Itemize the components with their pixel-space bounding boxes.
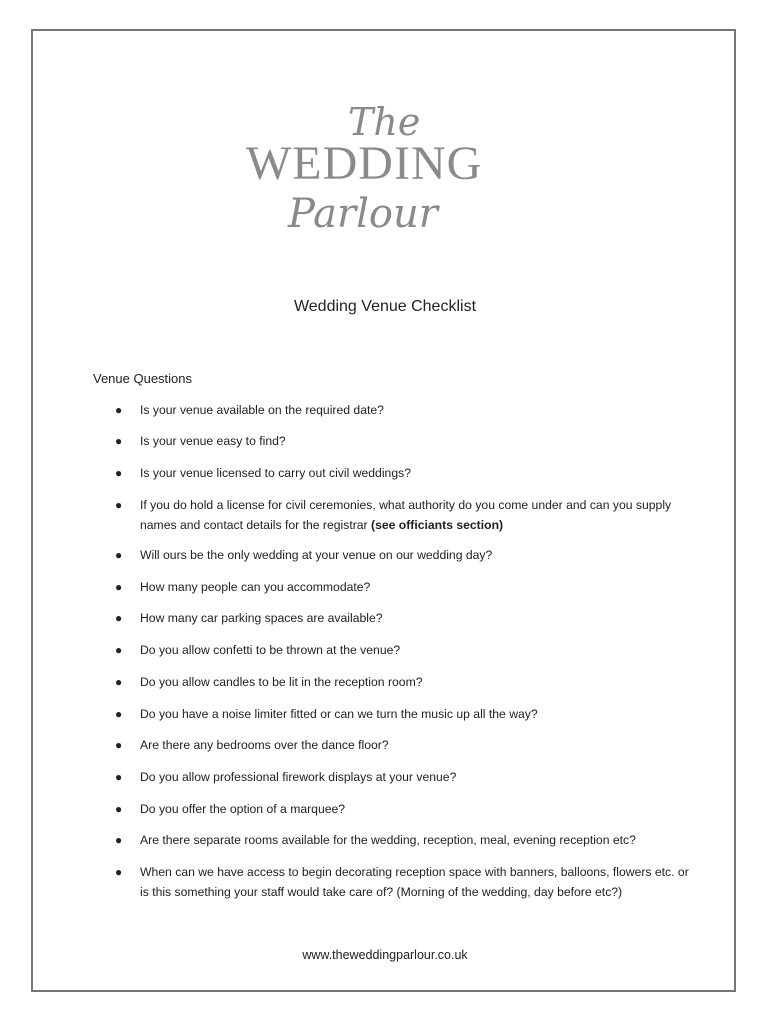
bullet-icon: ● <box>115 770 123 784</box>
logo-wedding-text: WEDDING <box>246 137 483 190</box>
checklist-item: ● Do you allow professional firework displays at your venue? <box>140 768 695 788</box>
checklist-item: ● Is your venue easy to find? <box>140 432 695 452</box>
bullet-icon: ● <box>115 802 123 816</box>
bullet-icon: ● <box>115 738 123 752</box>
checklist-item: ● Are there separate rooms available for the wedding, reception, meal, evening reception etc? <box>140 831 695 851</box>
bullet-icon: ● <box>115 498 123 512</box>
checklist-item: ● Are there any bedrooms over the dance floor? <box>140 736 695 756</box>
logo-the-text: The <box>348 100 421 144</box>
checklist-item: ● Do you allow confetti to be thrown at the venue? <box>140 641 695 661</box>
logo-parlour-text: Parlour <box>288 191 438 237</box>
bullet-icon: ● <box>115 434 123 448</box>
checklist-item: ● Do you have a noise limiter fitted or can we turn the music up all the way? <box>140 705 695 725</box>
checklist-item: ● Will ours be the only wedding at your venue on our wedding day? <box>140 546 695 566</box>
checklist-item: ● How many people can you accommodate? <box>140 578 695 598</box>
checklist-item: ● How many car parking spaces are available? <box>140 609 695 629</box>
officiants-note: (see officiants section) <box>371 517 504 532</box>
bullet-icon: ● <box>115 611 123 625</box>
checklist-item: ● When can we have access to begin decorating reception space with banners, balloons, flowers etc. or is this something your staff would take care of? (Morning of the wedding, day before etc?) <box>115 865 689 899</box>
bullet-icon: ● <box>115 865 123 879</box>
bullet-icon: ● <box>115 675 123 689</box>
footer-website-link[interactable]: www.theweddingparlour.co.uk <box>302 948 468 962</box>
checklist-item: ● Do you allow candles to be lit in the reception room? <box>140 673 695 693</box>
checklist-item: ● Do you offer the option of a marquee? <box>140 800 695 820</box>
checklist-item: ● If you do hold a license for civil ceremonies, what authority do you come under and can you supply names and contact details for the registrar (see officiants section) <box>115 498 672 532</box>
checklist-item: ● Is your venue licensed to carry out civil weddings? <box>140 464 695 484</box>
section-heading: Venue Questions <box>93 371 193 386</box>
checklist-item: ● Is your venue available on the required date? <box>140 401 695 421</box>
document-title: Wedding Venue Checklist <box>293 298 477 315</box>
bullet-icon: ● <box>115 707 123 721</box>
bullet-icon: ● <box>115 580 123 594</box>
bullet-icon: ● <box>115 466 123 480</box>
bullet-icon: ● <box>115 833 123 847</box>
bullet-icon: ● <box>115 643 123 657</box>
bullet-icon: ● <box>115 548 123 562</box>
bullet-icon: ● <box>115 403 123 417</box>
